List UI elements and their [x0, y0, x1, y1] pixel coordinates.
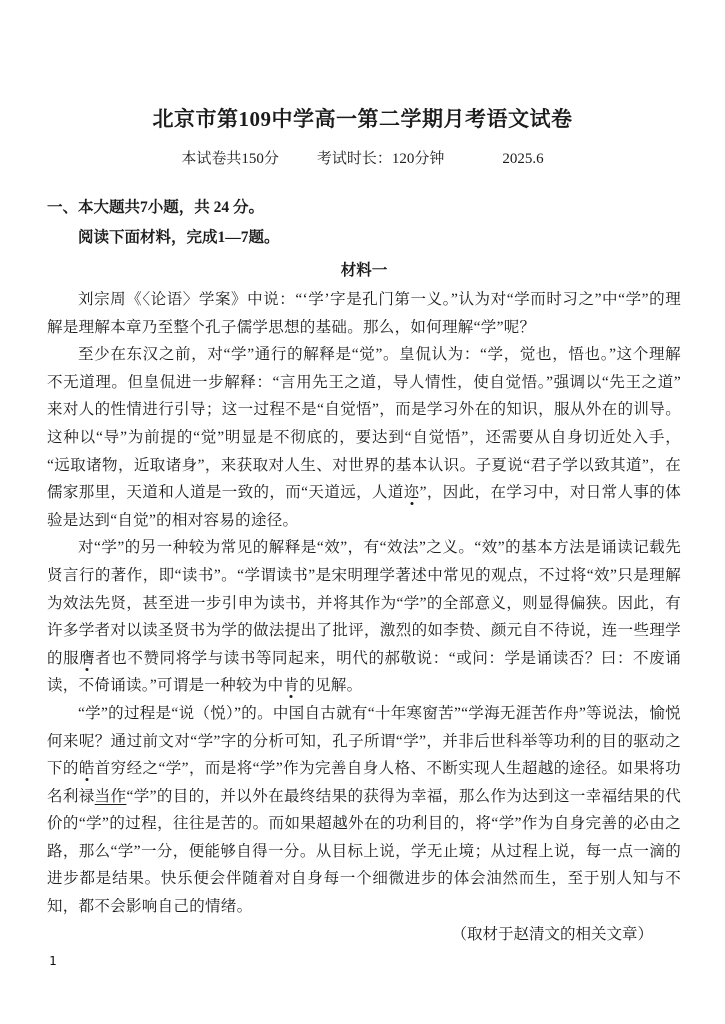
exam-meta-line	[0, 149, 725, 170]
page-content	[47, 197, 681, 948]
material-one-paragraphs	[47, 286, 681, 921]
material-attribution: （取材于赵清文的相关文章）	[451, 925, 653, 943]
exam-date-label: 2025.6	[502, 151, 544, 167]
material-one-title: 材料一	[340, 262, 388, 279]
page-title: 北京市第109中学高一第二学期月考语文试卷	[152, 107, 573, 131]
total-score-label: 本试卷共150分	[181, 151, 279, 167]
section-one-heading: 一、本大题共7小题，共 24 分。	[47, 199, 265, 216]
page-number: 1	[49, 953, 57, 968]
section-one-instruction: 阅读下面材料，完成1—7题。	[78, 229, 280, 246]
material-paragraph-4: “学”的过程是“说（悦）”的。中国自古就有“十年寒窗苦”“学海无涯苦作舟”等说法，愉悦何来呢？通过前文对“学”字的分析可知，孔子所谓“学”，并非后世科举等功利的目的驱动之下的皓首穷经之“学”，而是将“学”作为完善自身人格、不断实现人生超越的途径。如果将功名利禄当作“学”的目的，并以外在最终结果的获得为幸福，那么作为达到这一幸福结果的代价的“学”的过程，往往是苦的。而如果超越外在的功利目的，将“学”作为自身完善的必由之路，那么“学”一分，便能够自得一分。从目标上说，学无止境；从过程上说，每一点一滴的进步都是结果。快乐便会伴随着对自身每一个细微进步的体会油然而生，至于别人知与不知，都不会影响自己的情绪。	[47, 704, 682, 916]
material-paragraph-3: 对“学”的另一种较为常见的解释是“效”，有“效法”之义。“效”的基本方法是诵读记载先贤言行的著作，即“读书”。“学谓读书”是宋明理学著述中常见的观点，不过将“效”只是理解为效法先贤，甚至进一步引申为读书，并将其作为“学”的全部意义，则显得偏狭。因此，有许多学者对以读圣贤书为学的做法提出了批评，激烈的如李贽、颜元自不待说，连一些理学的服膺者也不赞同将学与读书等同起来，明代的郝敬说：“或问：学是诵读否？曰：不废诵读，不倚诵读。”可谓是一种较为中肯的见解。	[47, 539, 681, 695]
material-paragraph-2: 至少在东汉之前，对“学”通行的解释是“觉”。皇侃认为：“学，觉也，悟也。”这个理解不无道理。但皇侃进一步解释：“言用先王之道，导人情性，使自觉悟。”强调以“先王之道”来对人的性情进行引导；这一过程不是“自觉悟”，而是学习外在的知识，服从外在的训导。这种以“导”为前提的“觉”明显是不彻底的，要达到“自觉悟”，还需要从自身切近处入手，“远取诸物，近取诸身”，来获取对人生、对世界的基本认识。子夏说“君子学以致其道”，在儒家那里，天道和人道是一致的，而“天道远，人道迩”，因此，在学习中，对日常人事的体验是达到“自觉”的相对容易的途径。	[47, 346, 681, 529]
material-paragraph-1: 刘宗周《〈论语〉学案》中说：“‘学’字是孔门第一义。”认为对“学而时习之”中“学”的理解是理解本章乃至整个孔子儒学思想的基础。那么，如何理解“学”呢？	[47, 291, 681, 336]
exam-duration-label: 考试时长：120分钟	[316, 151, 445, 167]
